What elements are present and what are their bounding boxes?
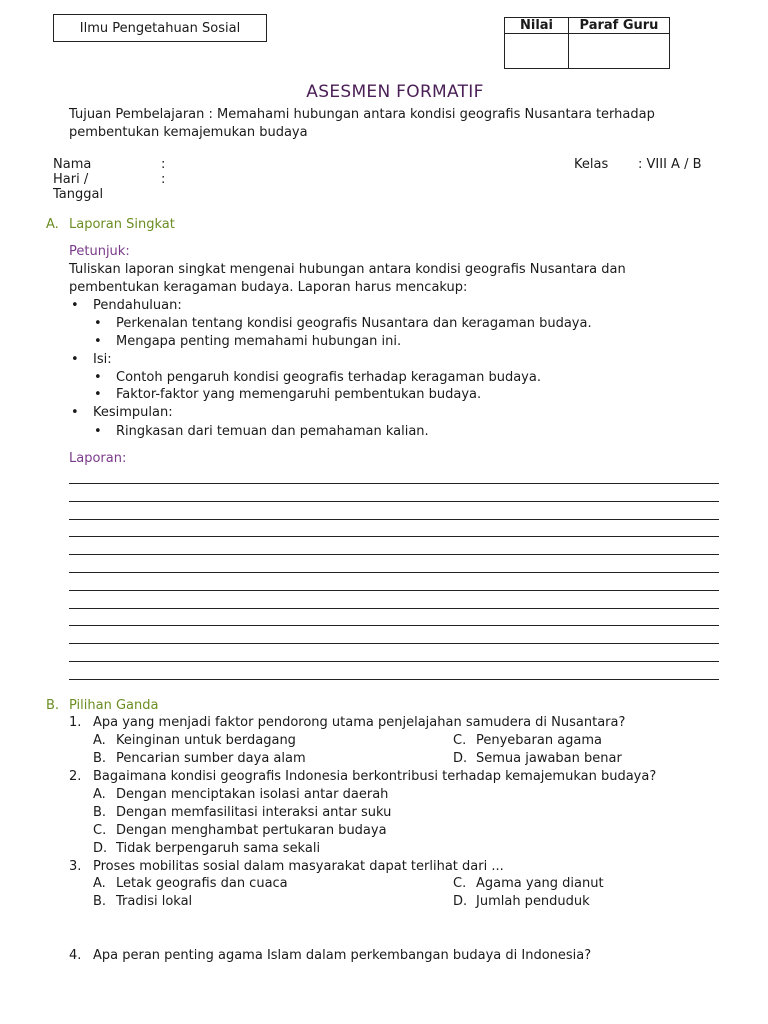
option-letter: A.	[93, 876, 106, 891]
section-a-letter: A.	[46, 217, 59, 232]
outline-item: • Pendahuluan:	[93, 297, 182, 315]
nama-colon: :	[161, 157, 166, 172]
nilai-cell[interactable]	[505, 34, 569, 69]
option-letter: C.	[453, 876, 467, 891]
option-letter: A.	[93, 787, 106, 802]
question-number: 2.	[69, 769, 82, 784]
nama-label: Nama	[53, 157, 92, 172]
answer-line[interactable]	[69, 572, 719, 573]
objective-line-2: pembentukan kemajemukan budaya	[69, 125, 308, 140]
petunjuk-label: Petunjuk:	[69, 244, 130, 259]
outline-item: • Kesimpulan:	[93, 404, 173, 422]
option-letter: D.	[93, 841, 108, 856]
subject-label: Ilmu Pengetahuan Sosial	[79, 20, 241, 36]
answer-line[interactable]	[69, 590, 719, 591]
question-text: Proses mobilitas sosial dalam masyarakat dapat terlihat dari ...	[93, 859, 504, 874]
option-letter: B.	[93, 894, 107, 909]
option-letter: D.	[453, 894, 468, 909]
option-text[interactable]: Tradisi lokal	[116, 894, 193, 909]
identity-labels	[53, 157, 103, 202]
instruction-line-1: Tuliskan laporan singkat mengenai hubungan antara kondisi geografis Nusantara dan	[69, 262, 626, 277]
paraf-guru-header: Paraf Guru	[569, 18, 670, 34]
kelas-value: : VIII A / B	[638, 157, 702, 172]
subject-box	[53, 14, 267, 42]
kelas-label: Kelas	[574, 157, 609, 172]
option-letter: C.	[453, 733, 467, 748]
option-text[interactable]: Letak geografis dan cuaca	[116, 876, 288, 891]
section-a-title: Laporan Singkat	[69, 217, 175, 232]
outline-subitem: • Mengapa penting memahami hubungan ini.	[116, 333, 401, 351]
option-text[interactable]: Agama yang dianut	[476, 876, 604, 891]
answer-line[interactable]	[69, 643, 719, 644]
option-text[interactable]: Jumlah penduduk	[476, 894, 590, 909]
option-text[interactable]: Penyebaran agama	[476, 733, 603, 748]
hari-colon: :	[161, 172, 166, 187]
answer-line[interactable]	[69, 679, 719, 680]
nilai-header: Nilai	[505, 18, 569, 34]
answer-line[interactable]	[69, 661, 719, 662]
outline-subitem: • Perkenalan tentang kondisi geografis Nusantara dan keragaman budaya.	[116, 315, 592, 333]
option-text[interactable]: Tidak berpengaruh sama sekali	[116, 841, 321, 856]
question-text: Apa yang menjadi faktor pendorong utama penjelajahan samudera di Nusantara?	[93, 715, 626, 730]
outline-subitem: • Contoh pengaruh kondisi geografis terhadap keragaman budaya.	[116, 369, 541, 387]
question-text: Apa peran penting agama Islam dalam perkembangan budaya di Indonesia?	[93, 948, 592, 963]
option-letter: B.	[93, 805, 107, 820]
question-number: 4.	[69, 948, 82, 963]
option-letter: D.	[453, 751, 468, 766]
option-letter: A.	[93, 733, 106, 748]
option-letter: C.	[93, 823, 107, 838]
paraf-guru-cell[interactable]	[569, 34, 670, 69]
hari-label: Hari /	[53, 172, 89, 187]
outline-subitem: • Faktor-faktor yang memengaruhi pembentukan budaya.	[116, 386, 481, 404]
answer-line[interactable]	[69, 483, 719, 484]
question-number: 3.	[69, 859, 82, 874]
option-text[interactable]: Keinginan untuk berdagang	[116, 733, 296, 748]
option-text[interactable]: Dengan menghambat pertukaran budaya	[116, 823, 387, 838]
outline-item: • Isi:	[93, 351, 112, 369]
page-title: ASESMEN FORMATIF	[306, 82, 484, 102]
question-text: Bagaimana kondisi geografis Indonesia berkontribusi terhadap kemajemukan budaya?	[93, 769, 657, 784]
instruction-line-2: pembentukan keragaman budaya. Laporan harus mencakup:	[69, 280, 468, 295]
objective-line-1: Tujuan Pembelajaran : Memahami hubungan antara kondisi geografis Nusantara terhadap	[69, 107, 655, 122]
answer-line[interactable]	[69, 608, 719, 609]
option-text[interactable]: Semua jawaban benar	[476, 751, 622, 766]
tanggal-label: Tanggal	[53, 187, 104, 202]
section-b-letter: B.	[46, 698, 60, 713]
answer-line[interactable]	[69, 536, 719, 537]
learning-objective	[69, 106, 709, 142]
option-text[interactable]: Dengan menciptakan isolasi antar daerah	[116, 787, 389, 802]
score-table	[504, 17, 670, 69]
question-number: 1.	[69, 715, 82, 730]
outline-subitem: • Ringkasan dari temuan dan pemahaman kalian.	[116, 423, 429, 441]
answer-line[interactable]	[69, 554, 719, 555]
answer-line[interactable]	[69, 519, 719, 520]
laporan-label: Laporan:	[69, 451, 127, 466]
option-letter: B.	[93, 751, 107, 766]
answer-line[interactable]	[69, 625, 719, 626]
identity-colons	[161, 157, 165, 187]
option-text[interactable]: Pencarian sumber daya alam	[116, 751, 306, 766]
section-b-title: Pilihan Ganda	[69, 698, 159, 713]
option-text[interactable]: Dengan memfasilitasi interaksi antar suku	[116, 805, 392, 820]
answer-line[interactable]	[69, 501, 719, 502]
